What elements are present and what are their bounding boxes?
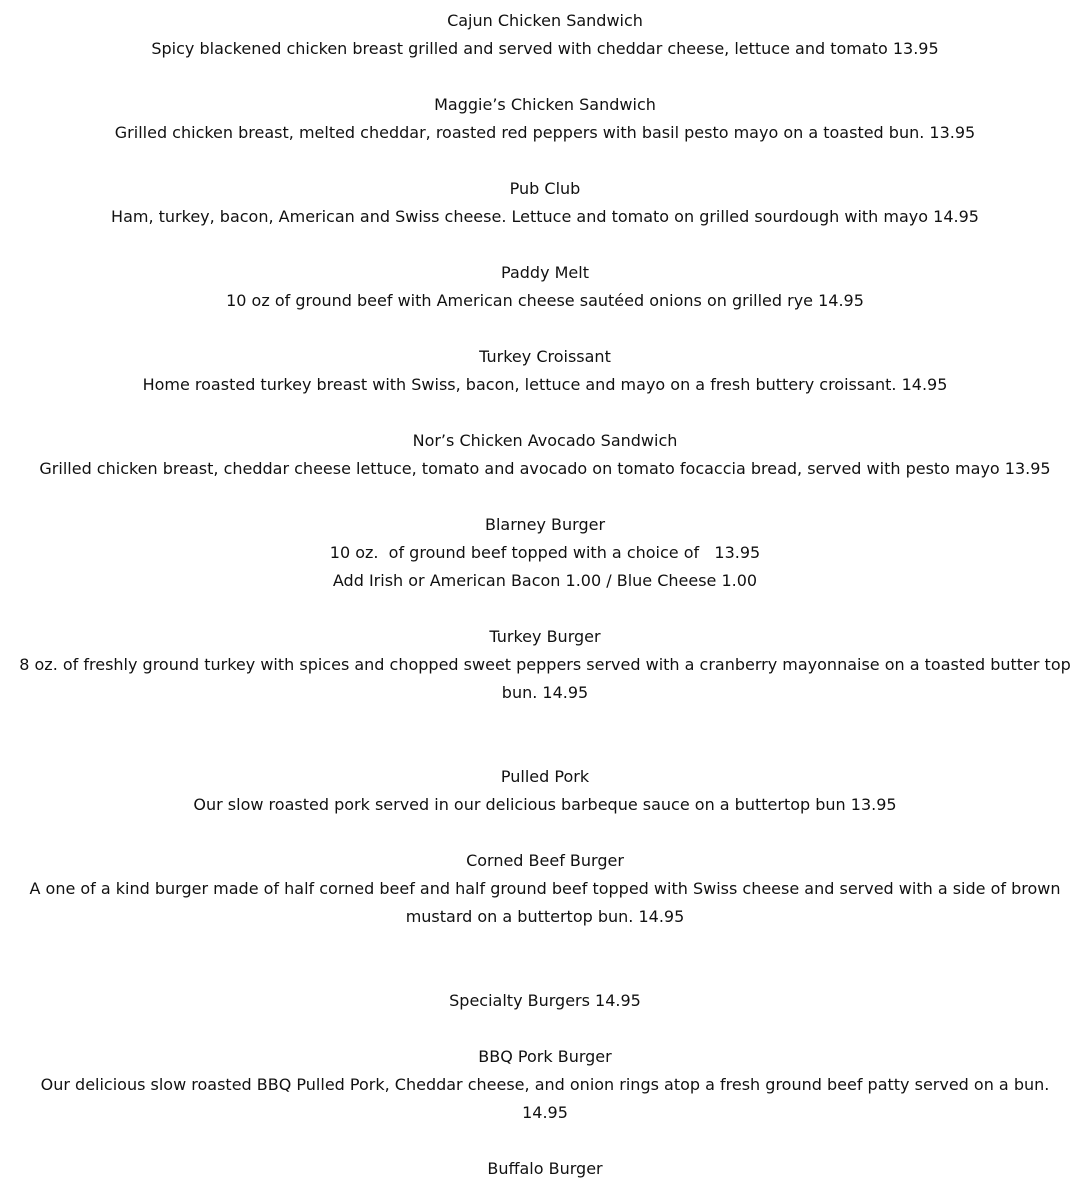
- item-title: Nor’s Chicken Avocado Sandwich: [412, 431, 678, 450]
- spacer: [0, 231, 1090, 259]
- item-title: Pulled Pork: [500, 767, 590, 786]
- item-description: A one of a kind burger made of half corned beef and half ground beef topped with Swiss cheese and served with a side of brown mustard on a buttertop bun. 14.95: [29, 879, 1066, 926]
- item-title: Pub Club: [509, 179, 581, 198]
- spacer: [0, 819, 1090, 847]
- item-title: Maggie’s Chicken Sandwich: [434, 95, 656, 114]
- item-title: BBQ Pork Burger: [478, 1047, 612, 1066]
- spacer: [0, 595, 1090, 623]
- item-title: Paddy Melt: [501, 263, 589, 282]
- item-title: Buffalo Burger: [487, 1159, 603, 1178]
- item-title: Corned Beef Burger: [466, 851, 624, 870]
- item-description: 10 oz. of ground beef topped with a choice of 13.95: [329, 543, 761, 562]
- item-addon: Add Irish or American Bacon 1.00 / Blue Cheese 1.00: [332, 571, 758, 590]
- item-description: Our delicious slow roasted BBQ Pulled Pork, Cheddar cheese, and onion rings atop a fresh ground beef patty served on a bun. 14.95: [40, 1075, 1055, 1122]
- spacer: [0, 63, 1090, 91]
- spacer: [0, 315, 1090, 343]
- item-title: Turkey Croissant: [479, 347, 611, 366]
- item-description: 8 oz. of freshly ground turkey with spices and chopped sweet peppers served with a cranberry mayonnaise on a toasted butter top bun. 14.95: [19, 655, 1076, 702]
- spacer: [0, 931, 1090, 987]
- section-heading: Specialty Burgers 14.95: [449, 991, 641, 1010]
- spacer: [0, 147, 1090, 175]
- item-title: Turkey Burger: [489, 627, 601, 646]
- item-description: Grilled chicken breast, melted cheddar, roasted red peppers with basil pesto mayo on a toasted bun. 13.95: [114, 123, 976, 142]
- item-description: Our slow roasted pork served in our delicious barbeque sauce on a buttertop bun 13.95: [193, 795, 897, 814]
- spacer: [0, 707, 1090, 763]
- item-description: Ham, turkey, bacon, American and Swiss cheese. Lettuce and tomato on grilled sourdough with mayo 14.95: [111, 207, 979, 226]
- item-description: Home roasted turkey breast with Swiss, bacon, lettuce and mayo on a fresh buttery croissant. 14.95: [142, 375, 948, 394]
- item-description: Spicy blackened chicken breast grilled and served with cheddar cheese, lettuce and tomato 13.95: [151, 39, 939, 58]
- spacer: [0, 1127, 1090, 1155]
- item-title: Blarney Burger: [484, 515, 606, 534]
- spacer: [0, 1015, 1090, 1043]
- item-title: Cajun Chicken Sandwich: [447, 11, 643, 30]
- spacer: [0, 399, 1090, 427]
- spacer: [0, 483, 1090, 511]
- item-description: Grilled chicken breast, cheddar cheese lettuce, tomato and avocado on tomato focaccia bread, served with pesto mayo 13.95: [39, 459, 1051, 478]
- item-description: 10 oz of ground beef with American cheese sautéed onions on grilled rye 14.95: [226, 291, 864, 310]
